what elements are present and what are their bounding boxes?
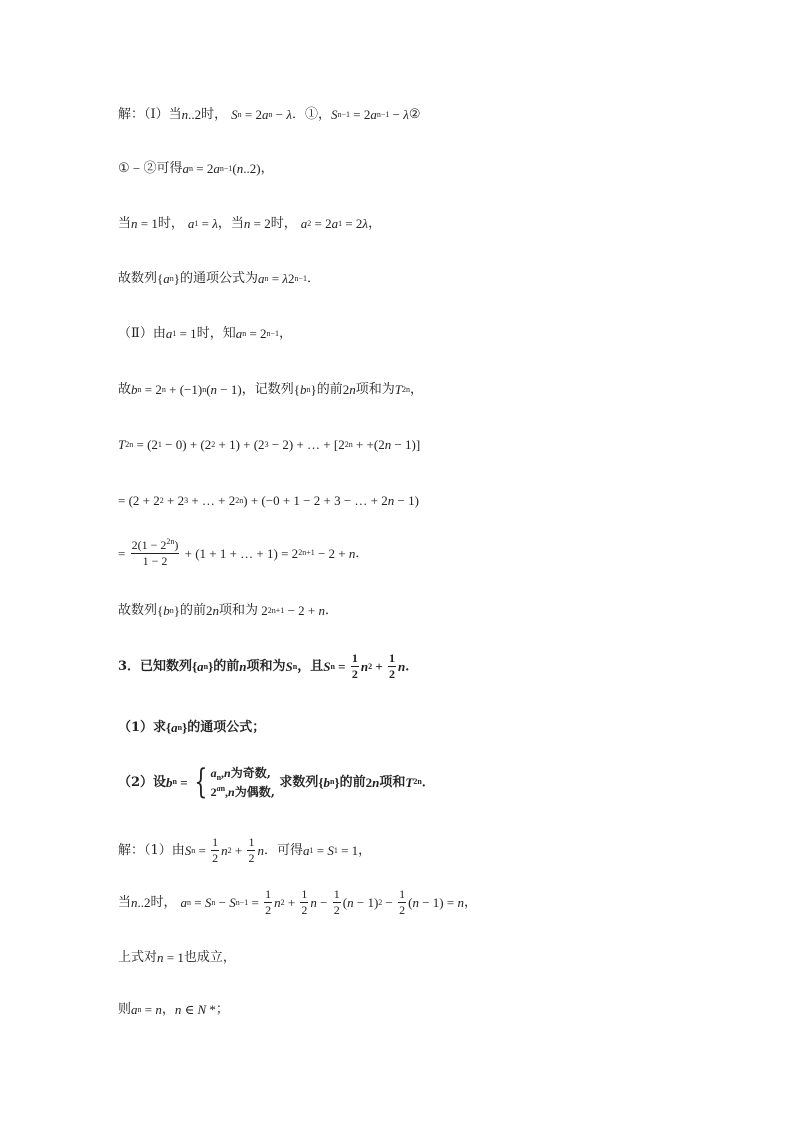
solution-line-9: = $\frac{2(1 - 2^{2n})}{1 - 2}$ + (1 + 1 + … + 1) = 2 2n+1 − 2 + n ． — [118, 537, 369, 569]
problem-3-statement: 3．已知数列 { a n } 的前 n 项和为 S n ，且 S n = $\frac{1}{2}$ n 2 + $\frac{1}{2}$ n ． — [118, 651, 419, 682]
solution-line-2: ① − ②可得 a n = 2 a n−1 ( n .. 2) ， — [118, 161, 274, 176]
solution-line-8: = (2 + 2 2 + 2 3 + … + 2 2n ) + (−0 + 1 − 2 + 3 − … + 2 n − 1) — [118, 493, 419, 508]
solution-3-line-3: 上式对 n = 1 也成立， — [118, 950, 236, 965]
solution-line-6: 故 b n = 2 n + (−1) n ( n − 1) ，记数列 { b n } 的前 2 n 项和为 T 2n ， — [118, 382, 423, 397]
problem-3-part-2: （2）设 b n = { $a_n,n$为奇数, $2^{an},n$为偶数, 求数列 { b n } 的前 2 n 项和 T 2n ． — [118, 762, 435, 803]
problem-3-part-1: （1）求 { a n } 的通项公式； — [118, 720, 266, 735]
fraction: $\frac{2(1 - 2^{2n})}{1 - 2}$ — [131, 537, 179, 569]
piecewise-cases: $a_n,n$为奇数, $2^{an},n$为偶数, — [210, 766, 275, 799]
solution-3-line-4: 则 a n = n ， n ∈ N * ； — [118, 1002, 229, 1017]
solution-line-10: 故数列 { b n } 的前 2 n 项和为 2 2n+1 − 2 + n ． — [118, 603, 338, 618]
solution-line-7: T 2n = (2 1 − 0) + (2 2 + 1) + (2 3 − 2) + … + [2 2n + +(2 n − 1)] — [118, 437, 421, 452]
solution-line-4: 故数列 { a n } 的通项公式为 a n = λ 2 n−1 ． — [118, 271, 321, 286]
solution-3-line-1: 解：（1）由 S n = $\frac{1}{2}$ n 2 + $\frac{1}{2}$ n ．可得 a 1 = S 1 = 1 ， — [118, 835, 372, 866]
solution-line-5: （Ⅱ）由 a 1 = 1 时，知 a n = 2 n−1 ， — [118, 326, 293, 341]
solution-3-line-2: 当 n .. 2 时， a n = S n − S n−1 = $\frac{1}{2}$ n 2 + $\frac{1}{2}$ n − $\frac{1}{2}$ ( n − 1) 2 − $\frac{1}{2}$ ( n − 1) = n ， — [118, 887, 477, 918]
solution-line-1: 解：（Ⅰ）当 n .. 2 时， S n = 2 a n − λ ．①， S n−1 = 2 a n−1 − λ ② — [118, 107, 421, 122]
solution-line-3: 当 n = 1 时， a 1 = λ ，当 n = 2 时， a 2 = 2 a 1 = 2 λ ， — [118, 216, 382, 231]
